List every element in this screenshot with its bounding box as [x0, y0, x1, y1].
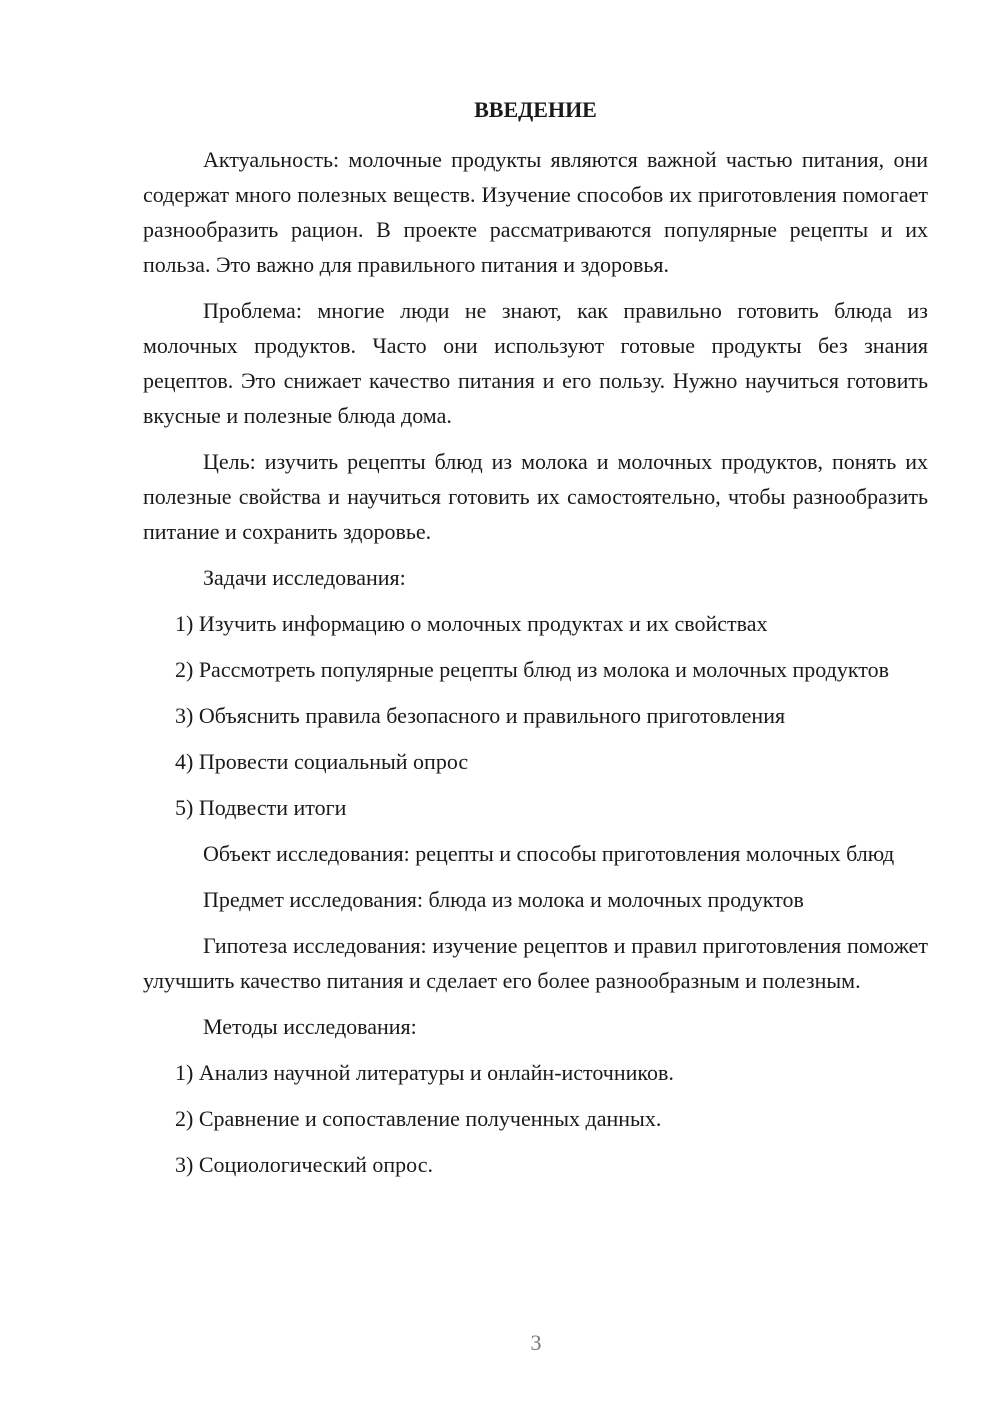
list-item: 2) Рассмотреть популярные рецепты блюд из молока и молочных продуктов [175, 657, 889, 682]
paragraph-goal: Цель: изучить рецепты блюд из молока и молочных продуктов, понять их полезные свойства и научиться готовить их самостоятельно, чтобы разнообразить питание и сохранить здоровье. [143, 449, 928, 544]
paragraph-hypothesis: Гипотеза исследования: изучение рецептов и правил приготовления поможет улучшить качество питания и сделает его более разнообразным и полезным. [143, 933, 928, 993]
list-item: 5) Подвести итоги [175, 795, 347, 820]
list-item: 1) Анализ научной литературы и онлайн-источников. [175, 1060, 674, 1085]
list-item: 2) Сравнение и сопоставление полученных данных. [175, 1106, 662, 1131]
paragraph-problem: Проблема: многие люди не знают, как правильно готовить блюда из молочных продуктов. Часто они используют готовые продукты без знания рецептов. Это снижает качество питания и его пользу. Нужно научиться готовить вкусные и полезные блюда дома. [143, 298, 928, 428]
paragraph-subject: Предмет исследования: блюда из молока и молочных продуктов [203, 887, 804, 912]
list-item: 3) Объяснить правила безопасного и правильного приготовления [175, 703, 786, 728]
section-title: ВВЕДЕНИЕ [474, 97, 597, 122]
list-item: 4) Провести социальный опрос [175, 749, 469, 774]
tasks-heading: Задачи исследования: [203, 565, 406, 590]
list-item: 3) Социологический опрос. [175, 1152, 433, 1177]
paragraph-object: Объект исследования: рецепты и способы приготовления молочных блюд [203, 841, 895, 866]
document-page [143, 92, 928, 1193]
list-item: 1) Изучить информацию о молочных продуктах и их свойствах [175, 611, 768, 636]
methods-heading: Методы исследования: [203, 1014, 417, 1039]
page-number: 3 [530, 1330, 542, 1355]
paragraph-relevance: Актуальность: молочные продукты являются важной частью питания, они содержат много полезных веществ. Изучение способов их приготовления помогает разнообразить рацион. В проекте рассматриваются популярные рецепты и их польза. Это важно для правильного питания и здоровья. [143, 147, 928, 277]
